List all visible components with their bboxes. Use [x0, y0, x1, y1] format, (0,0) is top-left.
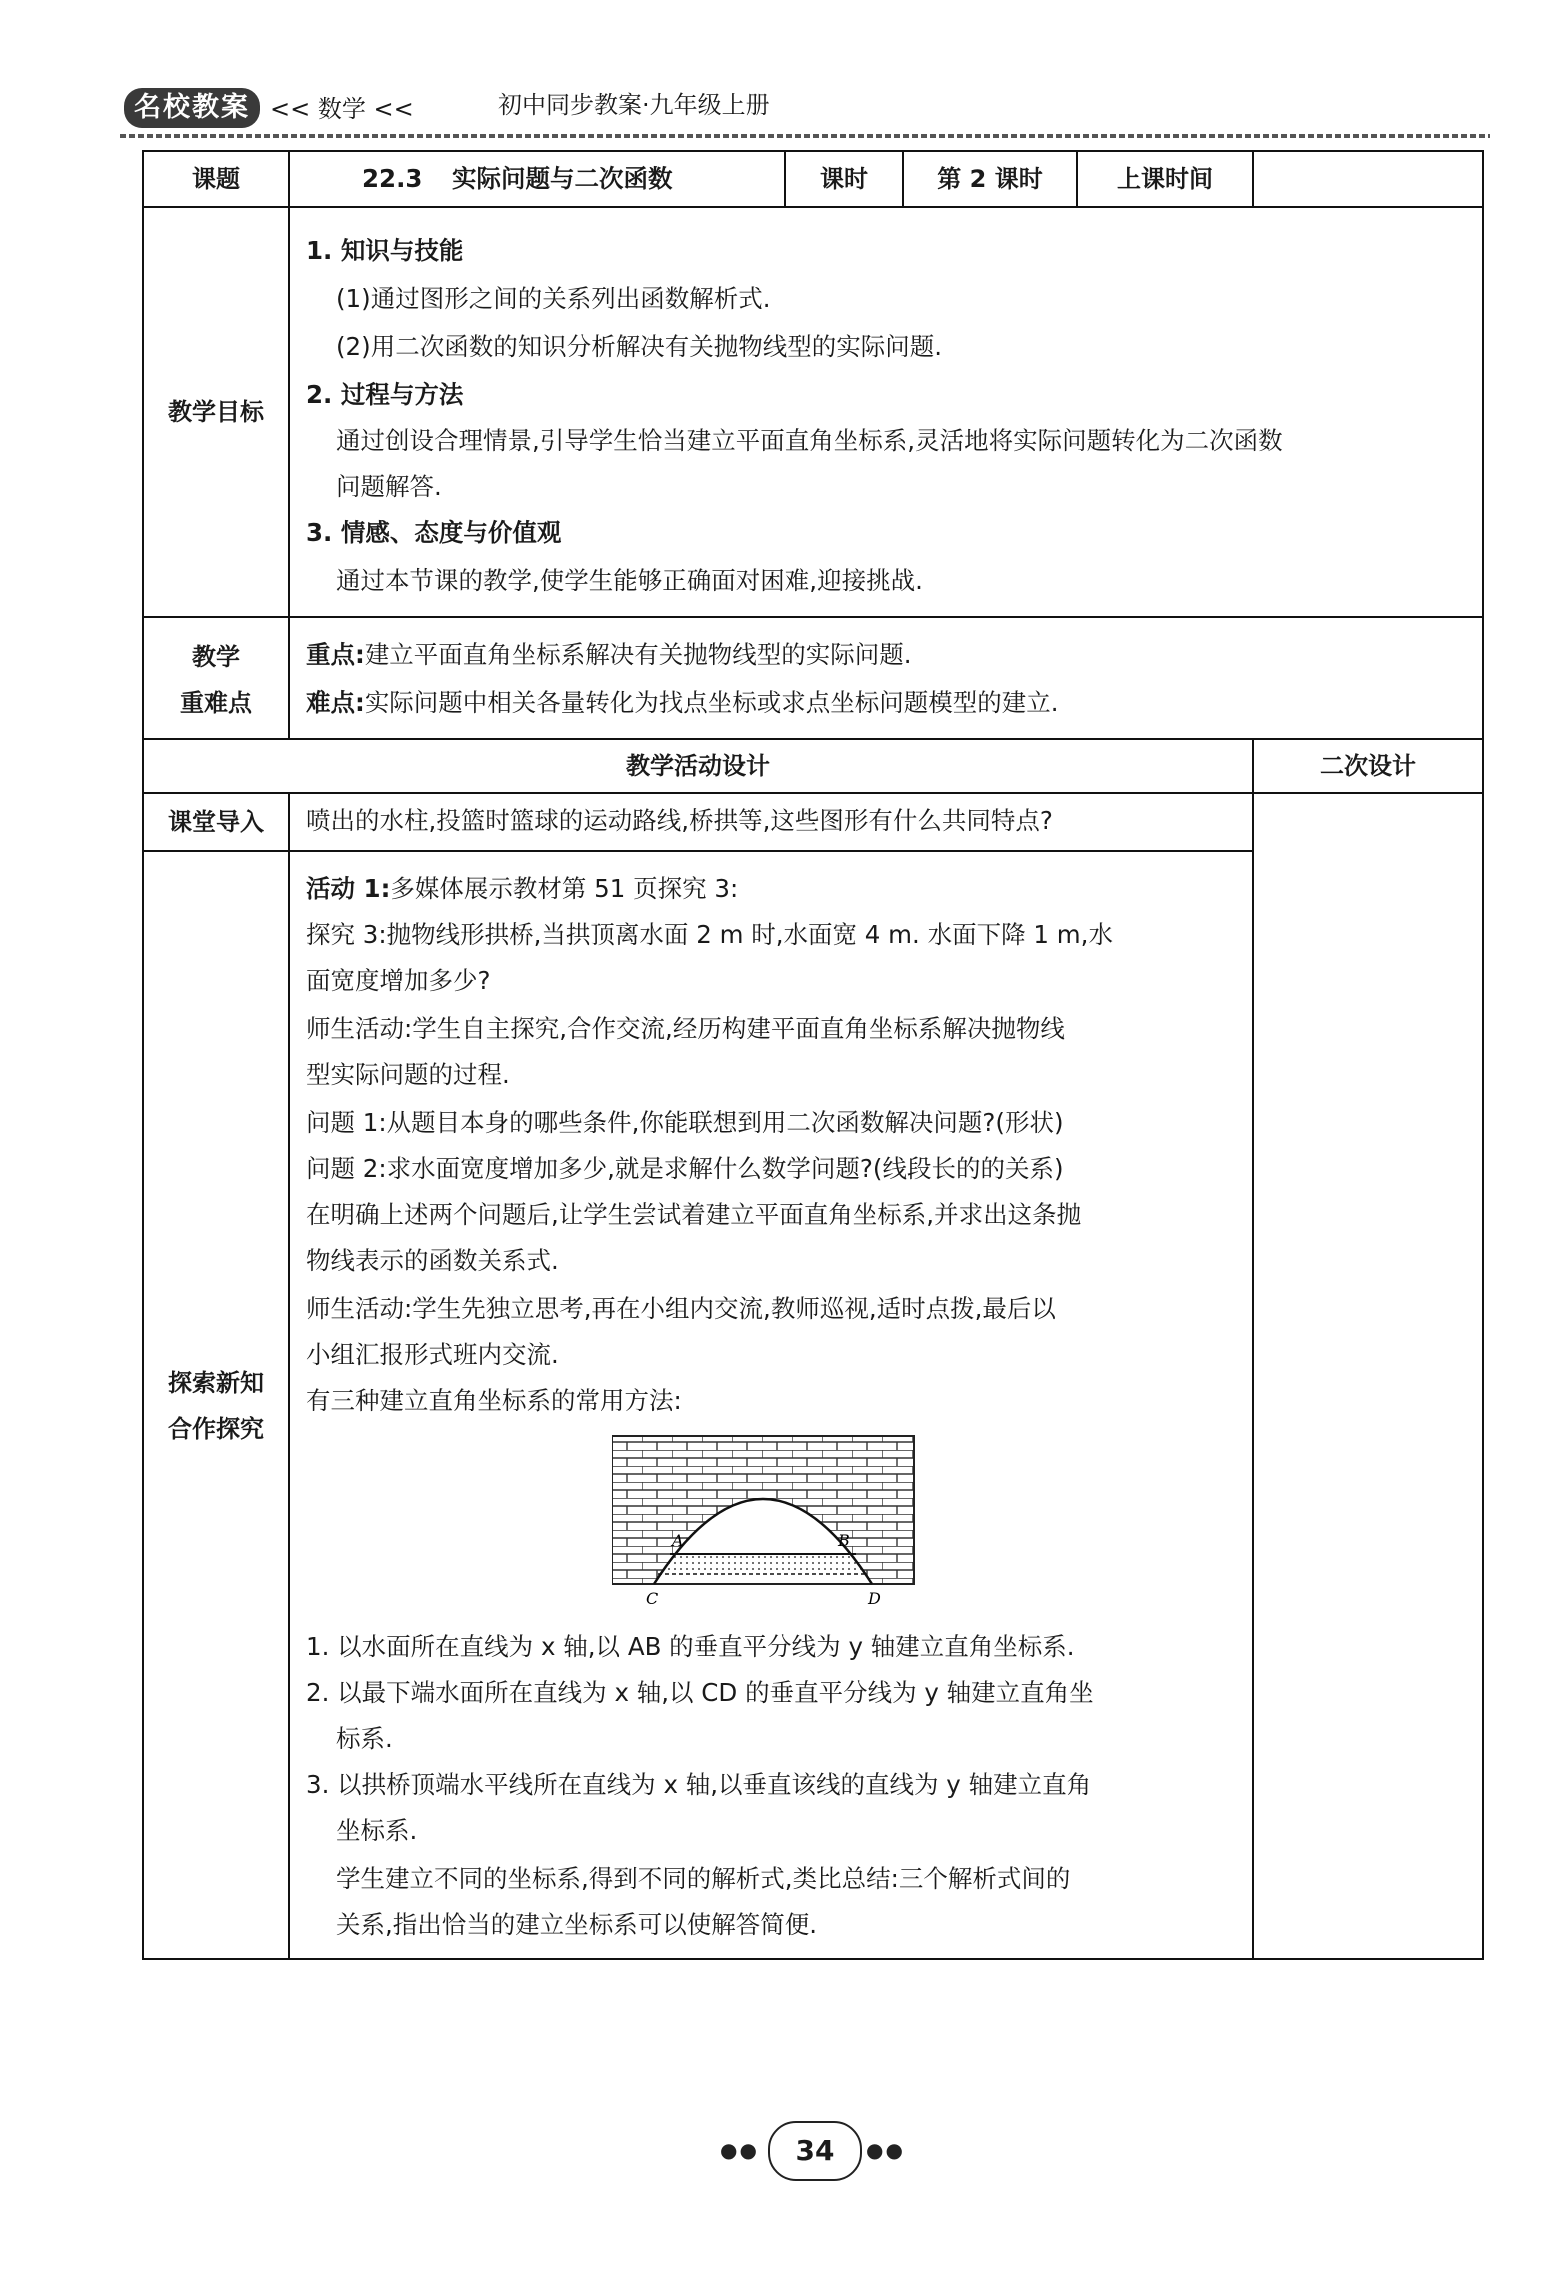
page-number: 34: [768, 2121, 862, 2181]
objective-line: (1)通过图形之间的关系列出函数解析式.: [336, 284, 771, 313]
objective-line: 1. 知识与技能: [306, 236, 464, 265]
row-divider: [144, 206, 1482, 208]
activity-label: 活动 1:: [306, 874, 391, 903]
difficulty-text: 实际问题中相关各量转化为找点坐标或求点坐标问题模型的建立.: [364, 688, 1059, 717]
page-header: [120, 88, 1490, 132]
topic-title: 实际问题与二次函数: [452, 164, 673, 193]
summary-a: 学生建立不同的坐标系,得到不同的解析式,类比总结:三个解析式间的: [336, 1864, 1071, 1893]
arch-bridge-figure: [612, 1434, 932, 1624]
lesson-plan-table: [142, 150, 1484, 1960]
summary-b: 关系,指出恰当的建立坐标系可以使解答简便.: [336, 1910, 818, 1939]
label-period: 课时: [820, 165, 868, 193]
method-1: 1. 以水面所在直线为 x 轴,以 AB 的垂直平分线为 y 轴建立直角坐标系.: [306, 1632, 1075, 1661]
focus-text: 建立平面直角坐标系解决有关抛物线型的实际问题.: [364, 640, 912, 669]
method-3b: 坐标系.: [336, 1816, 418, 1845]
objective-line: 通过本节课的教学,使学生能够正确面对困难,迎接挑战.: [336, 566, 923, 595]
label-objectives: 教学目标: [168, 398, 264, 426]
focus-label: 重点:: [306, 640, 365, 669]
page-ornament-left: ●●: [720, 2138, 759, 2162]
intro-text: 喷出的水柱,投篮时篮球的运动路线,桥拱等,这些图形有什么共同特点?: [306, 806, 1053, 835]
objective-line: (2)用二次函数的知识分析解决有关抛物线型的实际问题.: [336, 332, 942, 361]
label-key-points-2: 重难点: [180, 689, 252, 717]
explore-line: 有三种建立直角坐标系的常用方法:: [306, 1386, 682, 1415]
difficulty-label: 难点:: [306, 688, 365, 717]
method-2b: 标系.: [336, 1724, 393, 1753]
point-d-label: D: [868, 1589, 881, 1608]
explore-line: 问题 1:从题目本身的哪些条件,你能联想到用二次函数解决问题?(形状): [306, 1108, 1064, 1137]
explore-line: 师生活动:学生先独立思考,再在小组内交流,教师巡视,适时点拨,最后以: [306, 1294, 1056, 1323]
explore-line: 面宽度增加多少?: [306, 966, 491, 995]
objective-line: 通过创设合理情景,引导学生恰当建立平面直角坐标系,灵活地将实际问题转化为二次函数: [336, 426, 1283, 455]
second-design-header: 二次设计: [1320, 752, 1416, 780]
point-b-label: B: [838, 1531, 850, 1550]
page-ornament-right: ●●: [866, 2138, 905, 2162]
row-divider: [144, 792, 1482, 794]
objective-line: 问题解答.: [336, 472, 442, 501]
explore-line: 问题 2:求水面宽度增加多少,就是求解什么数学问题?(线段长的的关系): [306, 1154, 1064, 1183]
point-a-label: A: [672, 1531, 684, 1550]
explore-line: 探究 3:抛物线形拱桥,当拱顶离水面 2 m 时,水面宽 4 m. 水面下降 1 m,水: [306, 920, 1113, 949]
period-value: 第 2 课时: [937, 165, 1043, 193]
label-key-points-1: 教学: [192, 643, 240, 671]
focus-point: [306, 632, 912, 678]
subject-label: << 数学 <<: [270, 95, 414, 123]
method-3a: 3. 以拱桥顶端水平线所在直线为 x 轴,以垂直该线的直线为 y 轴建立直角: [306, 1770, 1092, 1799]
explore-line: 物线表示的函数关系式.: [306, 1246, 559, 1275]
col-divider: [288, 792, 290, 1958]
col-divider: [1252, 738, 1254, 1958]
topic-number: 22.3: [362, 164, 423, 193]
method-2a: 2. 以最下端水面所在直线为 x 轴,以 CD 的垂直平分线为 y 轴建立直角坐: [306, 1678, 1094, 1707]
activity-text: 多媒体展示教材第 51 页探究 3:: [390, 874, 739, 903]
activity-design-header: 教学活动设计: [626, 752, 770, 780]
objective-line: 3. 情感、态度与价值观: [306, 518, 562, 547]
explore-line: 型实际问题的过程.: [306, 1060, 510, 1089]
explore-line: 师生活动:学生自主探究,合作交流,经历构建平面直角坐标系解决抛物线: [306, 1014, 1065, 1043]
activity-line: [306, 866, 738, 912]
header-divider: [120, 134, 1490, 138]
explore-line: 在明确上述两个问题后,让学生尝试着建立平面直角坐标系,并求出这条抛: [306, 1200, 1082, 1229]
label-explore-2: 合作探究: [168, 1415, 264, 1443]
label-class-time: 上课时间: [1117, 165, 1213, 193]
book-title: 初中同步教案·九年级上册: [498, 91, 770, 119]
col-divider: [1252, 152, 1254, 206]
label-explore-1: 探索新知: [168, 1369, 264, 1397]
row-divider: [144, 850, 1252, 852]
row-divider: [144, 616, 1482, 618]
point-c-label: C: [646, 1589, 659, 1608]
series-logo: 名校教案: [124, 88, 260, 128]
col-divider: [288, 152, 290, 738]
label-topic: 课题: [192, 165, 240, 193]
explore-line: 小组汇报形式班内交流.: [306, 1340, 559, 1369]
water-region: [664, 1556, 862, 1572]
label-intro: 课堂导入: [168, 808, 264, 836]
objective-line: 2. 过程与方法: [306, 380, 464, 409]
difficulty-point: [306, 680, 1059, 726]
